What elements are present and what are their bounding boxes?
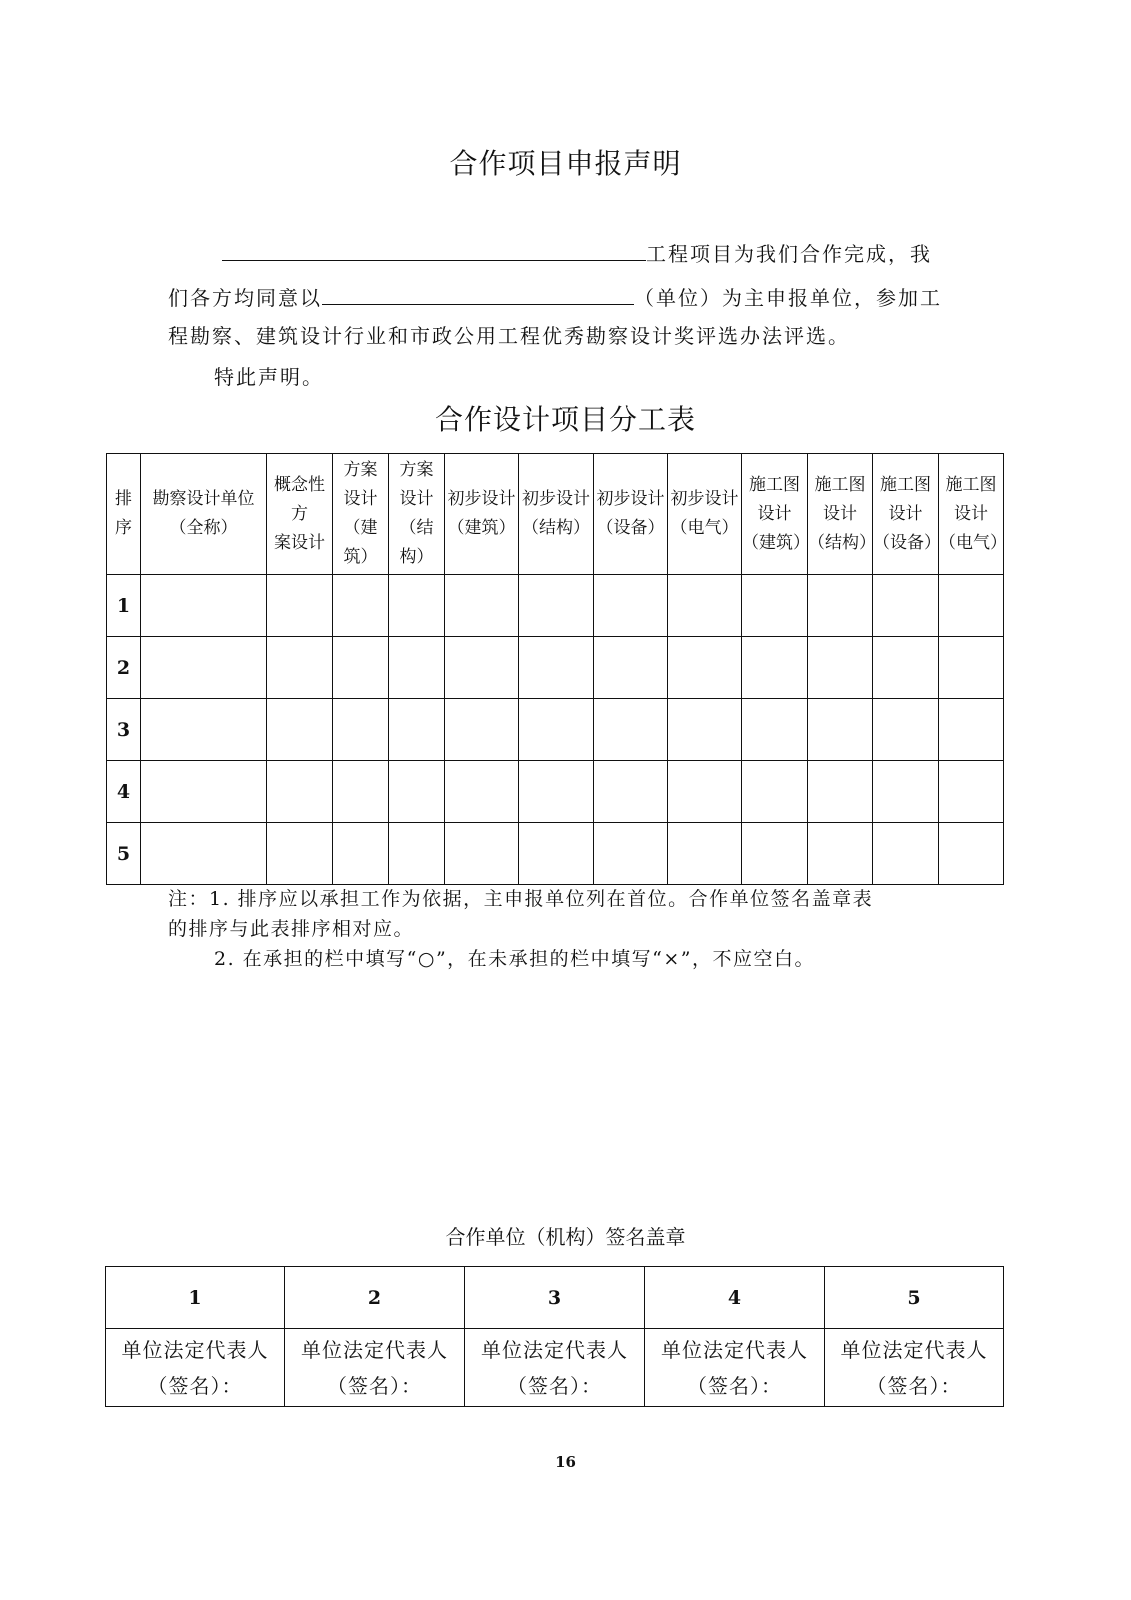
declaration-line-2-suffix: （单位）为主申报单位，参加工 bbox=[634, 286, 942, 310]
division-cell[interactable] bbox=[742, 637, 808, 699]
division-cell[interactable] bbox=[808, 699, 873, 761]
header-text-line: （结 bbox=[399, 518, 434, 538]
division-cell[interactable] bbox=[519, 637, 594, 699]
division-cell[interactable] bbox=[389, 575, 445, 637]
header-text-line: 设计 bbox=[399, 489, 434, 509]
division-cell[interactable] bbox=[668, 823, 742, 885]
header-text-line: 筑） bbox=[343, 547, 378, 567]
signature-column-number: 3 bbox=[465, 1267, 645, 1329]
division-cell[interactable] bbox=[267, 699, 333, 761]
division-header-cell bbox=[519, 454, 594, 575]
division-cell[interactable] bbox=[519, 761, 594, 823]
signature-prompt: （签名）： bbox=[327, 1373, 422, 1398]
header-text-line: 初步设计 bbox=[522, 489, 590, 509]
signature-table bbox=[105, 1266, 1004, 1407]
page-number: 16 bbox=[555, 1453, 576, 1471]
table-row bbox=[107, 761, 1004, 823]
division-header-cell bbox=[742, 454, 808, 575]
division-table-title: 合作设计项目分工表 bbox=[434, 403, 696, 436]
division-cell[interactable] bbox=[267, 637, 333, 699]
row-number: 3 bbox=[107, 699, 141, 761]
header-text-line: 初步设计 bbox=[447, 489, 516, 509]
division-table bbox=[106, 453, 1007, 885]
division-header-cell bbox=[594, 454, 668, 575]
division-cell[interactable] bbox=[742, 575, 808, 637]
header-text-line: 施工图 bbox=[880, 474, 931, 495]
division-header-cell bbox=[141, 454, 267, 575]
division-cell[interactable] bbox=[668, 637, 742, 699]
division-cell[interactable] bbox=[873, 575, 939, 637]
division-cell[interactable] bbox=[594, 823, 668, 885]
division-cell[interactable] bbox=[389, 823, 445, 885]
note-line-1: 注：1. 排序应以承担工作为依据，主申报单位列在首位。合作单位签名盖章表 bbox=[168, 888, 874, 910]
division-cell[interactable] bbox=[333, 575, 389, 637]
header-text-line: 方案 bbox=[399, 460, 434, 480]
signature-label: 单位法定代表人 bbox=[121, 1337, 269, 1362]
division-cell[interactable] bbox=[141, 637, 267, 699]
header-text-line: 设计 bbox=[757, 503, 792, 524]
signature-cell[interactable] bbox=[285, 1329, 465, 1407]
division-cell[interactable] bbox=[939, 575, 1004, 637]
declaration-line-1 bbox=[222, 238, 932, 268]
division-cell[interactable] bbox=[808, 761, 873, 823]
header-text-line: 施工图 bbox=[945, 474, 997, 495]
signature-number-row bbox=[106, 1267, 1004, 1329]
header-text-line: 勘察设计单位 bbox=[152, 489, 255, 509]
note-line-2: 的排序与此表排序相对应。 bbox=[168, 918, 415, 940]
header-text-line: 设计 bbox=[823, 503, 857, 524]
header-text-line: 设计 bbox=[888, 503, 923, 524]
header-text-line: （建 bbox=[343, 518, 378, 538]
header-text-line: 设计 bbox=[954, 503, 988, 524]
header-text-line: （结构） bbox=[808, 532, 876, 553]
division-cell[interactable] bbox=[519, 575, 594, 637]
division-header-cell bbox=[939, 454, 1007, 575]
declaration-closing: 特此声明。 bbox=[214, 365, 324, 389]
division-cell[interactable] bbox=[873, 699, 939, 761]
signature-cell[interactable] bbox=[645, 1329, 825, 1407]
division-cell[interactable] bbox=[594, 575, 668, 637]
header-text-line: 排序 bbox=[115, 489, 132, 538]
header-text-line: （电气） bbox=[670, 518, 739, 538]
signature-prompt: （签名）： bbox=[507, 1373, 602, 1398]
header-text-line: （电气） bbox=[939, 532, 1007, 553]
signature-column-number: 1 bbox=[106, 1267, 285, 1329]
division-cell[interactable] bbox=[333, 823, 389, 885]
division-cell[interactable] bbox=[389, 761, 445, 823]
division-cell[interactable] bbox=[141, 761, 267, 823]
row-number: 5 bbox=[107, 823, 141, 885]
division-table-header-row bbox=[107, 454, 1004, 575]
declaration-line-2-prefix: 们各方均同意以 bbox=[168, 286, 322, 310]
division-cell[interactable] bbox=[333, 637, 389, 699]
note-line-3: 2. 在承担的栏中填写“○”，在未承担的栏中填写“×”，不应空白。 bbox=[214, 948, 816, 970]
division-cell[interactable] bbox=[594, 699, 668, 761]
division-header-cell bbox=[333, 454, 389, 575]
declaration-line-2 bbox=[168, 282, 942, 312]
row-number: 4 bbox=[107, 761, 141, 823]
division-cell[interactable] bbox=[939, 761, 1004, 823]
division-cell[interactable] bbox=[445, 823, 519, 885]
division-cell[interactable] bbox=[267, 761, 333, 823]
row-number: 2 bbox=[107, 637, 141, 699]
division-cell[interactable] bbox=[519, 699, 594, 761]
signature-label: 单位法定代表人 bbox=[840, 1337, 988, 1362]
division-header-cell bbox=[267, 454, 333, 575]
division-cell[interactable] bbox=[267, 823, 333, 885]
declaration-title: 合作项目申报声明 bbox=[449, 147, 682, 180]
division-header-cell bbox=[668, 454, 742, 575]
division-cell[interactable] bbox=[141, 699, 267, 761]
division-cell[interactable] bbox=[668, 575, 742, 637]
division-cell[interactable] bbox=[267, 575, 333, 637]
division-cell[interactable] bbox=[594, 761, 668, 823]
division-cell[interactable] bbox=[141, 823, 267, 885]
signature-cell-row bbox=[106, 1329, 1004, 1407]
division-cell[interactable] bbox=[389, 637, 445, 699]
signature-cell[interactable] bbox=[825, 1329, 1004, 1407]
header-text-line: （建筑） bbox=[742, 532, 810, 553]
lead-unit-blank[interactable] bbox=[322, 282, 634, 305]
header-text-line: （设备） bbox=[873, 532, 941, 553]
signature-prompt: （签名）： bbox=[687, 1373, 782, 1398]
division-cell[interactable] bbox=[668, 699, 742, 761]
signature-label: 单位法定代表人 bbox=[301, 1337, 448, 1362]
table-row bbox=[107, 575, 1004, 637]
signature-column-number: 5 bbox=[825, 1267, 1004, 1329]
table-row bbox=[107, 637, 1004, 699]
header-text-line: （设备） bbox=[596, 518, 665, 538]
division-cell[interactable] bbox=[333, 699, 389, 761]
header-text-line: （全称） bbox=[169, 518, 238, 538]
division-cell[interactable] bbox=[873, 761, 939, 823]
division-cell[interactable] bbox=[445, 761, 519, 823]
division-header-cell bbox=[389, 454, 445, 575]
division-table-body bbox=[107, 575, 1004, 885]
signature-prompt: （签名）： bbox=[866, 1373, 962, 1398]
header-text-line: 初步设计 bbox=[670, 489, 739, 509]
division-cell[interactable] bbox=[808, 637, 873, 699]
division-cell[interactable] bbox=[939, 823, 1004, 885]
division-cell[interactable] bbox=[808, 575, 873, 637]
division-cell[interactable] bbox=[594, 637, 668, 699]
division-cell[interactable] bbox=[389, 699, 445, 761]
header-text-line: 方案 bbox=[343, 460, 378, 480]
division-cell[interactable] bbox=[873, 637, 939, 699]
signature-prompt: （签名）： bbox=[147, 1373, 243, 1398]
table-row bbox=[107, 699, 1004, 761]
row-number: 1 bbox=[107, 575, 141, 637]
division-cell[interactable] bbox=[742, 699, 808, 761]
header-text-line: （建筑） bbox=[447, 518, 516, 538]
division-cell[interactable] bbox=[445, 575, 519, 637]
header-text-line: 初步设计 bbox=[596, 489, 665, 509]
signature-label: 单位法定代表人 bbox=[661, 1337, 808, 1362]
division-header-cell bbox=[808, 454, 876, 575]
signature-column-number: 2 bbox=[285, 1267, 465, 1329]
header-text-line: 施工图 bbox=[749, 474, 800, 495]
declaration-line-1-text: 工程项目为我们合作完成，我 bbox=[646, 242, 932, 266]
division-cell[interactable] bbox=[873, 823, 939, 885]
header-text-line: （结构） bbox=[522, 518, 590, 538]
header-text-line: 施工图 bbox=[814, 474, 866, 495]
signature-label: 单位法定代表人 bbox=[481, 1337, 628, 1362]
division-header-cell bbox=[107, 454, 141, 575]
table-row bbox=[107, 823, 1004, 885]
signature-cell[interactable] bbox=[465, 1329, 645, 1407]
header-text-line: 构） bbox=[399, 547, 434, 567]
division-header-cell bbox=[445, 454, 519, 575]
declaration-line-3: 程勘察、建筑设计行业和市政公用工程优秀勘察设计奖评选办法评选。 bbox=[168, 324, 850, 348]
division-cell[interactable] bbox=[939, 699, 1004, 761]
header-text-line: 概念性方 bbox=[274, 474, 325, 524]
project-name-blank[interactable] bbox=[222, 238, 646, 261]
division-cell[interactable] bbox=[742, 823, 808, 885]
signature-column-number: 4 bbox=[645, 1267, 825, 1329]
division-cell[interactable] bbox=[742, 761, 808, 823]
division-cell[interactable] bbox=[939, 637, 1004, 699]
header-text-line: 设计 bbox=[343, 489, 378, 509]
division-cell[interactable] bbox=[668, 761, 742, 823]
signature-title: 合作单位（机构）签名盖章 bbox=[445, 1225, 686, 1249]
division-cell[interactable] bbox=[519, 823, 594, 885]
division-cell[interactable] bbox=[808, 823, 873, 885]
division-cell[interactable] bbox=[445, 699, 519, 761]
division-cell[interactable] bbox=[445, 637, 519, 699]
header-text-line: 案设计 bbox=[274, 532, 325, 553]
signature-cell[interactable] bbox=[106, 1329, 285, 1407]
division-cell[interactable] bbox=[333, 761, 389, 823]
division-cell[interactable] bbox=[141, 575, 267, 637]
division-header-cell bbox=[873, 454, 939, 575]
